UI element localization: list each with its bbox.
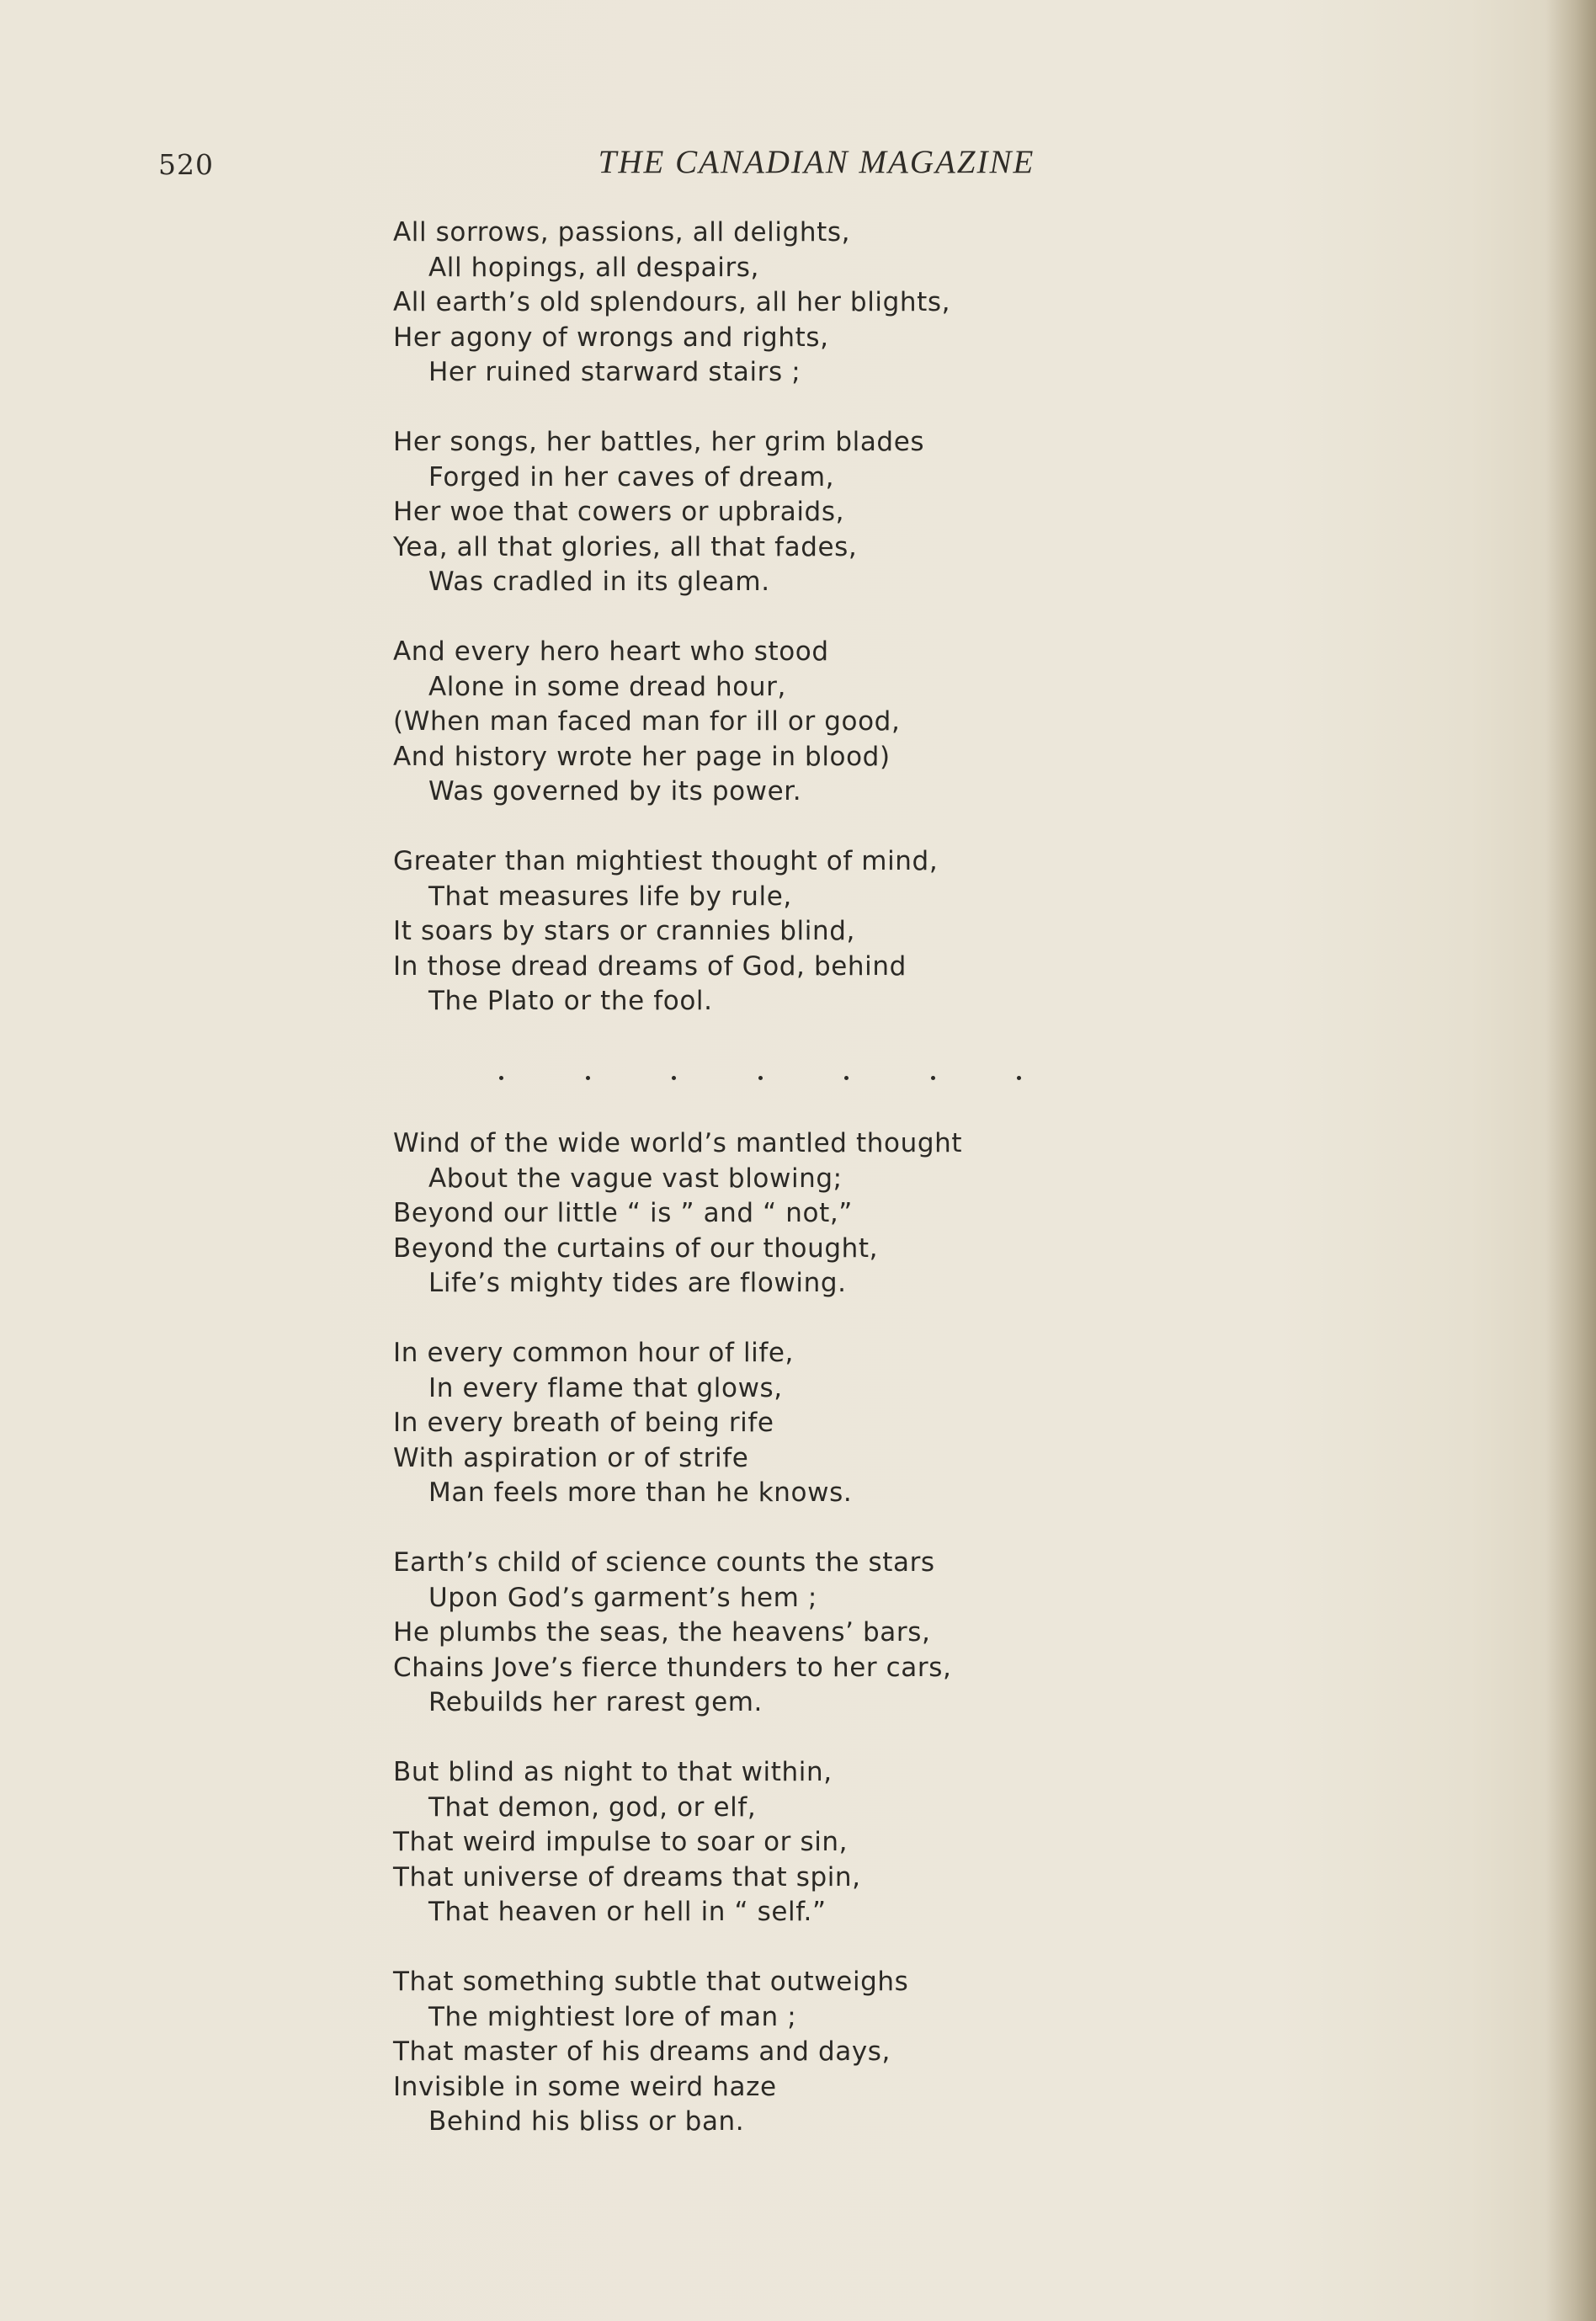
poem-line: That master of his dreams and days, bbox=[393, 2036, 891, 2067]
poem-line: Her songs, her battles, her grim blades bbox=[393, 427, 925, 457]
poem-line: The mightiest lore of man ; bbox=[428, 2001, 797, 2032]
page-number: 520 bbox=[158, 148, 214, 181]
poem-line: All earth’s old splendours, all her blights, bbox=[393, 287, 951, 317]
poem-line: Yea, all that glories, all that fades, bbox=[393, 531, 858, 562]
poem-line: Life’s mighty tides are flowing. bbox=[428, 1268, 847, 1298]
poem-line: Greater than mightiest thought of mind, bbox=[393, 846, 939, 876]
separator-dot bbox=[931, 1076, 935, 1080]
poem-line: Earth’s child of science counts the stars bbox=[393, 1547, 935, 1578]
poem-line: And every hero heart who stood bbox=[393, 636, 829, 667]
separator-dot bbox=[672, 1076, 676, 1080]
poem-line: With aspiration or of strife bbox=[393, 1442, 749, 1473]
poem-line: (When man faced man for ill or good, bbox=[393, 706, 901, 737]
stanza bbox=[393, 844, 1235, 1019]
poem-line: In every breath of being rife bbox=[393, 1408, 774, 1438]
stanza bbox=[393, 216, 1235, 391]
poem-line: Her ruined starward stairs ; bbox=[428, 357, 801, 387]
poem-line: Behind his bliss or ban. bbox=[428, 2106, 745, 2137]
separator-dot bbox=[844, 1076, 849, 1080]
section-separator-dots bbox=[499, 1076, 1021, 1093]
poem-section-2 bbox=[393, 1126, 1235, 2175]
poem-line: That weird impulse to soar or sin, bbox=[393, 1827, 849, 1857]
poem-line: That heaven or hell in “ self.” bbox=[428, 1897, 827, 1927]
stanza bbox=[393, 1965, 1235, 2140]
poem-line: But blind as night to that within, bbox=[393, 1757, 833, 1787]
poem-line: It soars by stars or crannies blind, bbox=[393, 916, 855, 946]
poem-line: In every common hour of life, bbox=[393, 1338, 795, 1368]
poem-line: That universe of dreams that spin, bbox=[393, 1861, 861, 1892]
poem-line: Beyond the curtains of our thought, bbox=[393, 1232, 879, 1264]
poem-line: Invisible in some weird haze bbox=[393, 2071, 777, 2102]
poem-line: And history wrote her page in blood) bbox=[393, 741, 891, 772]
running-title: THE CANADIAN MAGAZINE bbox=[598, 144, 1035, 180]
poem-line: Was governed by its power. bbox=[428, 776, 802, 806]
stanza bbox=[393, 1336, 1235, 1511]
poem-line: Forged in her caves of dream, bbox=[428, 461, 835, 492]
separator-dot bbox=[586, 1076, 590, 1080]
poem-line: All hopings, all despairs, bbox=[428, 252, 759, 283]
poem-line: About the vague vast blowing; bbox=[428, 1163, 843, 1194]
separator-dot bbox=[499, 1076, 503, 1080]
poem-line: In those dread dreams of God, behind bbox=[393, 950, 907, 982]
poem-line: That something subtle that outweighs bbox=[393, 1967, 909, 1997]
stanza bbox=[393, 1755, 1235, 1930]
stanza bbox=[393, 425, 1235, 600]
poem-line: Wind of the wide world’s mantled thought bbox=[393, 1128, 963, 1158]
poem-line: Was cradled in its gleam. bbox=[428, 567, 770, 597]
poem-line: Man feels more than he knows. bbox=[428, 1477, 853, 1508]
poem-line: The Plato or the fool. bbox=[428, 986, 713, 1016]
poem-line: Chains Jove’s fierce thunders to her cars, bbox=[393, 1652, 952, 1683]
poem-line: All sorrows, passions, all delights, bbox=[393, 217, 851, 248]
poem-line: That measures life by rule, bbox=[428, 881, 792, 912]
poem-line: He plumbs the seas, the heavens’ bars, bbox=[393, 1617, 931, 1648]
binding-gutter-shadow bbox=[1545, 0, 1596, 2321]
stanza bbox=[393, 635, 1235, 810]
stanza bbox=[393, 1126, 1235, 1302]
poem-line: Beyond our little “ is ” and “ not,” bbox=[393, 1198, 853, 1228]
poem-line: Rebuilds her rarest gem. bbox=[428, 1687, 763, 1717]
poem-line: That demon, god, or elf, bbox=[428, 1791, 757, 1823]
poem-line: Upon God’s garment’s hem ; bbox=[428, 1582, 817, 1613]
poem-line: Alone in some dread hour, bbox=[428, 671, 786, 702]
poem-line: In every flame that glows, bbox=[428, 1372, 783, 1403]
poem-line: Her woe that cowers or upbraids, bbox=[393, 497, 845, 527]
stanza bbox=[393, 1546, 1235, 1721]
separator-dot bbox=[1017, 1076, 1021, 1080]
poem-line: Her agony of wrongs and rights, bbox=[393, 322, 829, 353]
separator-dot bbox=[758, 1076, 763, 1080]
poem-section-1 bbox=[393, 216, 1235, 1054]
